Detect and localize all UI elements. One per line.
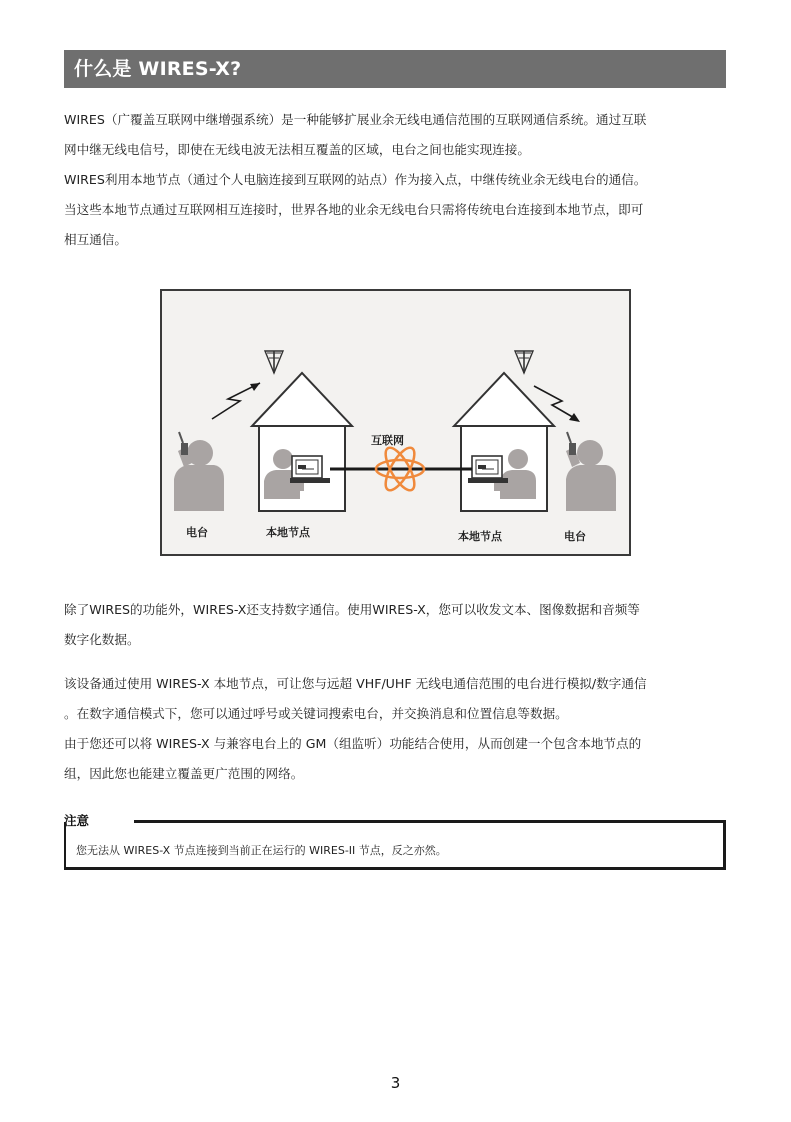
intro-line: 当这些本地节点通过互联网相互连接时，世界各地的业余无线电台只需将传统电台连接到本地节点，即可 xyxy=(64,202,644,217)
note-text: 您无法从 WIRES-X 节点连接到当前正在运行的 WIRES-II 节点，反之亦然。 xyxy=(76,844,447,857)
label-node-right: 本地节点 xyxy=(458,530,502,543)
left-person-icon xyxy=(174,432,224,511)
digital-paragraph xyxy=(64,595,728,655)
label-node-left: 本地节点 xyxy=(266,526,310,539)
device-line: 。在数字通信模式下，您可以通过呼号或关键词搜索电台，并交换消息和位置信息等数据。 xyxy=(64,706,568,721)
intro-line: WIRES（广覆盖互联网中继增强系统）是一种能够扩展业余无线电通信范围的互联网通信系统。通过互联 xyxy=(64,112,647,127)
label-station-right: 电台 xyxy=(564,530,586,543)
section-title: 什么是 WIRES-X? xyxy=(64,50,726,88)
intro-line: WIRES利用本地节点（通过个人电脑连接到互联网的站点）作为接入点，中继传统业余无线电台的通信。 xyxy=(64,172,647,187)
digital-line: 数字化数据。 xyxy=(64,632,140,647)
digital-line: 除了WIRES的功能外，WIRES-X还支持数字通信。使用WIRES-X，您可以收发文本、图像数据和音频等 xyxy=(64,602,640,617)
diagram-illustration xyxy=(162,291,629,554)
page-number: 3 xyxy=(390,1074,401,1092)
right-person-icon xyxy=(566,432,616,511)
wires-diagram xyxy=(160,289,631,556)
device-line: 组，因此您也能建立覆盖更广范围的网络。 xyxy=(64,766,304,781)
device-line: 该设备通过使用 WIRES-X 本地节点，可让您与远超 VHF/UHF 无线电通信范围的电台进行模拟/数字通信 xyxy=(64,676,647,691)
label-internet: 互联网 xyxy=(371,434,404,447)
device-paragraph xyxy=(64,669,728,789)
note-label: 注意 xyxy=(64,813,90,828)
label-station-left: 电台 xyxy=(186,526,208,539)
intro-line: 相互通信。 xyxy=(64,232,127,247)
intro-paragraph xyxy=(64,105,728,255)
device-line: 由于您还可以将 WIRES-X 与兼容电台上的 GM（组监听）功能结合使用，从而创建一个包含本地节点的 xyxy=(64,736,642,751)
left-signal-icon xyxy=(212,383,260,419)
intro-line: 网中继无线电信号，即使在无线电波无法相互覆盖的区域，电台之间也能实现连接。 xyxy=(64,142,530,157)
